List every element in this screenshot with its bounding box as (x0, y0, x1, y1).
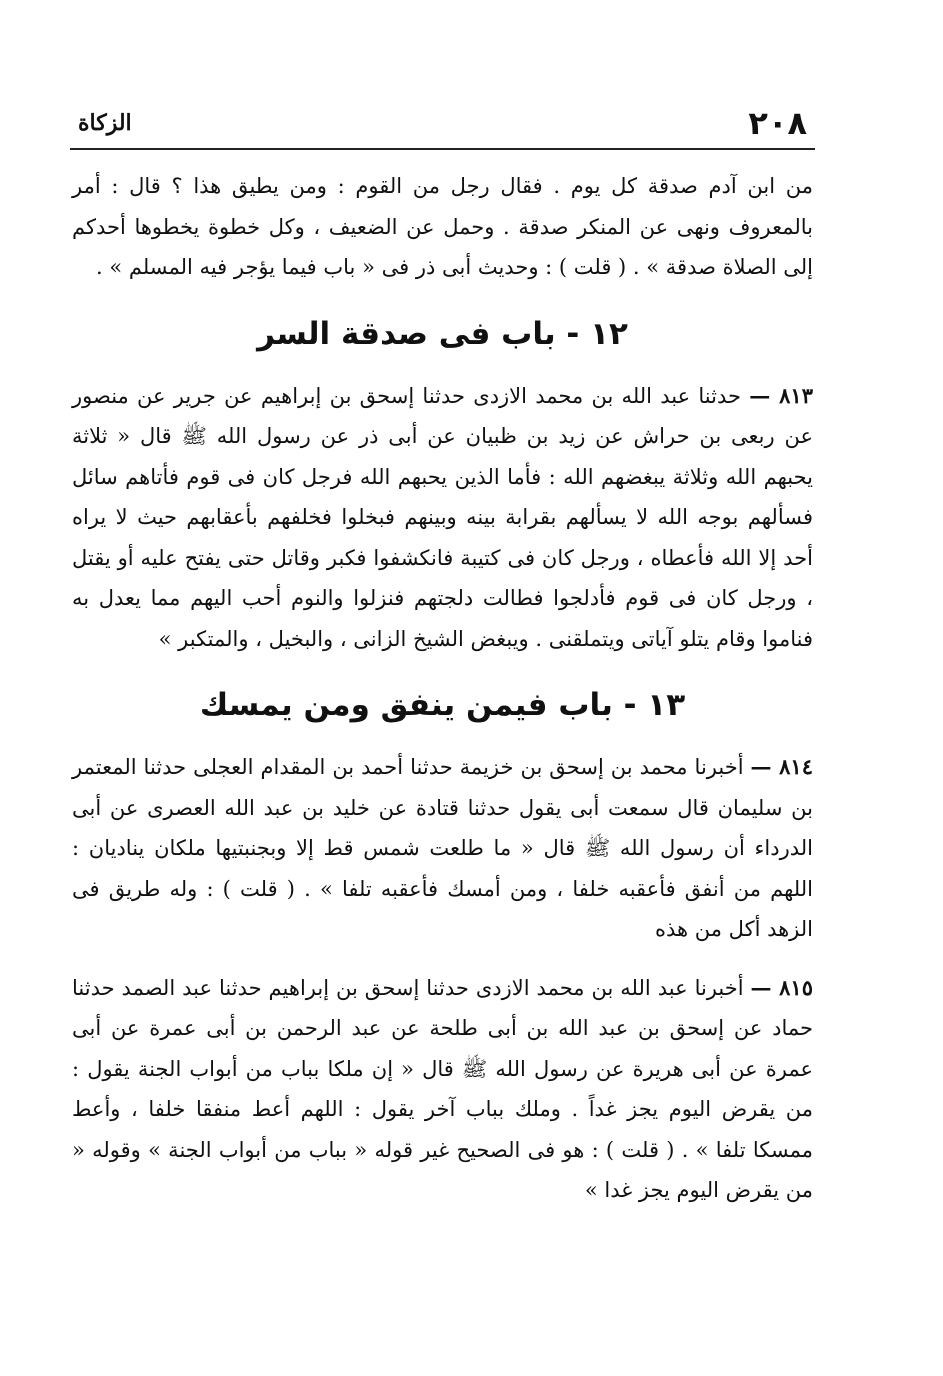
hadith-813-number: ٨١٣ — (749, 382, 813, 408)
hadith-813 (70, 376, 815, 660)
book-page (70, 100, 815, 1211)
paragraph-gap (70, 950, 815, 968)
opening-paragraph: من ابن آدم صدقة كل يوم . فقال رجل من القوم : ومن يطيق هذا ؟ قال : أمر بالمعروف ونهى عن المنكر صدقة . وحمل عن الضعيف ، وكل خطوة يخطوها أحدكم إلى الصلاة صدقة » . ( قلت ) : وحديث أبى ذر فى « باب فيما يؤجر فيه المسلم » . (72, 174, 813, 279)
hadith-814-text: أخبرنا محمد بن إسحق بن خزيمة حدثنا أحمد بن المقدام العجلى حدثنا المعتمر بن سليمان قال سمعت أبى يقول حدثنا قتادة عن خليد بن عبد الله العصرى عن أبى الدرداء أن رسول الله ﷺ قال « ما طلعت شمس قط إلا وبجنبتيها ملكان يناديان : اللهم من أنفق فأعقبه خلفا ، ومن أمسك فأعقبه تلفا » . ( قلت ) : وله طريق فى الزهد أكل من هذه (72, 755, 813, 941)
hadith-815-text: أخبرنا عبد الله بن محمد الازدى حدثنا إسحق بن إبراهيم حدثنا عبد الصمد حدثنا حماد عن إسحق بن عبد الله بن أبى طلحة عن عبد الرحمن بن أبى عمرة عن أبى عمرة عن أبى هريرة عن رسول الله ﷺ قال « إن ملكا بباب من أبواب الجنة يقول : من يقرض اليوم يجز غداً . وملك بباب آخر يقول : اللهم أعط منفقا خلفا ، وأعط ممسكا تلفا » . ( قلت ) : هو فى الصحيح غير قوله « بباب من أبواب الجنة » وقوله « من يقرض اليوم يجز غدا » (72, 975, 813, 1202)
hadith-815 (70, 968, 815, 1211)
hadith-814-number: ٨١٤ — (750, 754, 813, 779)
hadith-813-text: حدثنا عبد الله بن محمد الازدى حدثنا إسحق بن إبراهيم عن جرير عن منصور عن ربعى بن حراش عن زيد بن ظبيان عن أبى ذر عن رسول الله ﷺ قال « ثلاثة يحبهم الله وثلاثة يبغضهم الله : فأما الذين يحبهم الله فرجل كان فى قوم فأتاهم سائل فسألهم بوجه الله لا يسألهم بقرابة بينه وبينهم فبخلوا فخلفهم بأعقابهم حيث لا يراه أحد إلا الله فأعطاه ، ورجل كان فى كتيبة فانكشفوا فكبر وقاتل حتى يفتح عليه أو يقتل ، ورجل كان فى قوم فأدلجوا فطالت دلجتهم فنزلوا والنوم أحب اليهم مما يعدل به فناموا وقام يتلو آياتى ويتملقنى . ويبغض الشيخ الزانى ، والبخيل ، والمتكبر » (72, 383, 813, 651)
running-title: الزكاة (78, 110, 132, 136)
hadith-814 (70, 747, 815, 950)
section-12-heading: ١٢ - باب فى صدقة السر (257, 315, 628, 352)
section-13-heading: ١٣ - باب فيمن ينفق ومن يمسك (199, 687, 686, 723)
hadith-815-number: ٨١٥ — (750, 974, 813, 1000)
page-header (70, 100, 815, 150)
page-number: ٢٠٨ (748, 104, 807, 142)
